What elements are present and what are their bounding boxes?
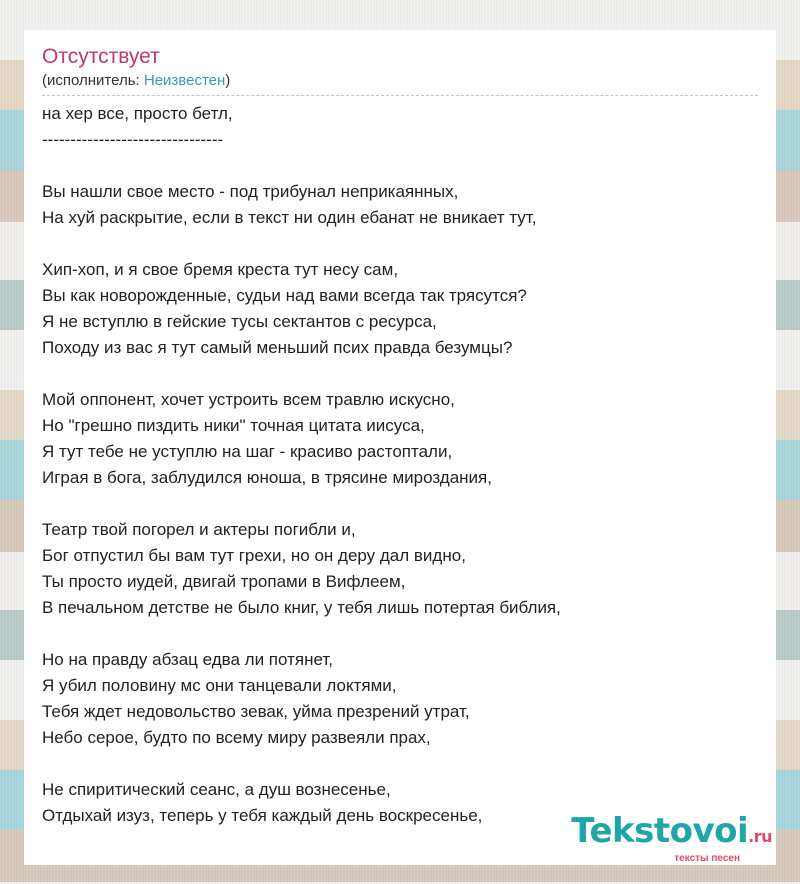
lyric-line: В печальном детстве не было книг, у тебя лишь потертая библия,: [42, 598, 561, 617]
lyric-line: на хер все, просто бетл,: [42, 104, 233, 123]
logo-wordmark: [571, 813, 772, 855]
lyric-line: Вы нашли свое место - под трибунал неприкаянных,: [42, 182, 459, 201]
logo-tld: .ru: [748, 827, 772, 846]
stanza-break: [42, 751, 758, 777]
stanza-break: [42, 231, 758, 257]
lyric-line: Походу из вас я тут самый меньший псих правда безумцы?: [42, 338, 513, 357]
lyric-line: Я не вступлю в гейские тусы сектантов с ресурса,: [42, 312, 437, 331]
logo-name: Tekstovoi: [571, 811, 749, 851]
performer-link[interactable]: Неизвестен: [143, 72, 226, 89]
lyric-line: Отдыхай изуз, теперь у тебя каждый день воскресенье,: [42, 806, 483, 825]
lyric-line: Мой оппонент, хочет устроить всем травлю искусно,: [42, 390, 455, 409]
lyric-line: Бог отпустил бы вам тут грехи, но он деру дал видно,: [42, 546, 466, 565]
performer-prefix: (исполнитель:: [42, 72, 144, 89]
site-logo[interactable]: [571, 813, 772, 864]
lyric-line: На хуй раскрытие, если в текст ни один ебанат не вникает тут,: [42, 208, 537, 227]
lyric-line: --------------------------------: [42, 130, 224, 149]
lyric-line: Но на правду абзац едва ли потянет,: [42, 650, 333, 669]
lyric-line: Тебя ждет недовольство зевак, уйма презрений утрат,: [42, 702, 470, 721]
stanza-break: [42, 621, 758, 647]
lyrics-text: [42, 101, 758, 829]
lyric-line: Но "грешно пиздить ники" точная цитата иисуса,: [42, 416, 425, 435]
performer-suffix: ): [225, 72, 231, 89]
stanza-break: [42, 153, 758, 179]
lyric-line: Играя в бога, заблудился юноша, в трясине мироздания,: [42, 468, 492, 487]
lyric-line: Театр твой погорел и актеры погибли и,: [42, 520, 356, 539]
lyric-line: Не спиритический сеанс, а душ вознесенье,: [42, 780, 391, 799]
lyric-line: Я тут тебе не уступлю на шаг - красиво растоптали,: [42, 442, 453, 461]
stanza-break: [42, 491, 758, 517]
lyric-line: Небо серое, будто по всему миру развеяли прах,: [42, 728, 431, 747]
stanza-break: [42, 361, 758, 387]
logo-tagline: тексты песен: [674, 853, 740, 864]
performer-line: [42, 71, 758, 96]
lyric-line: Ты просто иудей, двигай тропами в Вифлеем,: [42, 572, 406, 591]
lyrics-card: [24, 30, 776, 865]
lyric-line: Вы как новорожденные, судьи над вами всегда так трясутся?: [42, 286, 527, 305]
lyric-line: Я убил половину мс они танцевали локтями,: [42, 676, 397, 695]
song-title: Отсутствует: [42, 45, 160, 68]
lyric-line: Хип-хоп, и я свое бремя креста тут несу сам,: [42, 260, 399, 279]
